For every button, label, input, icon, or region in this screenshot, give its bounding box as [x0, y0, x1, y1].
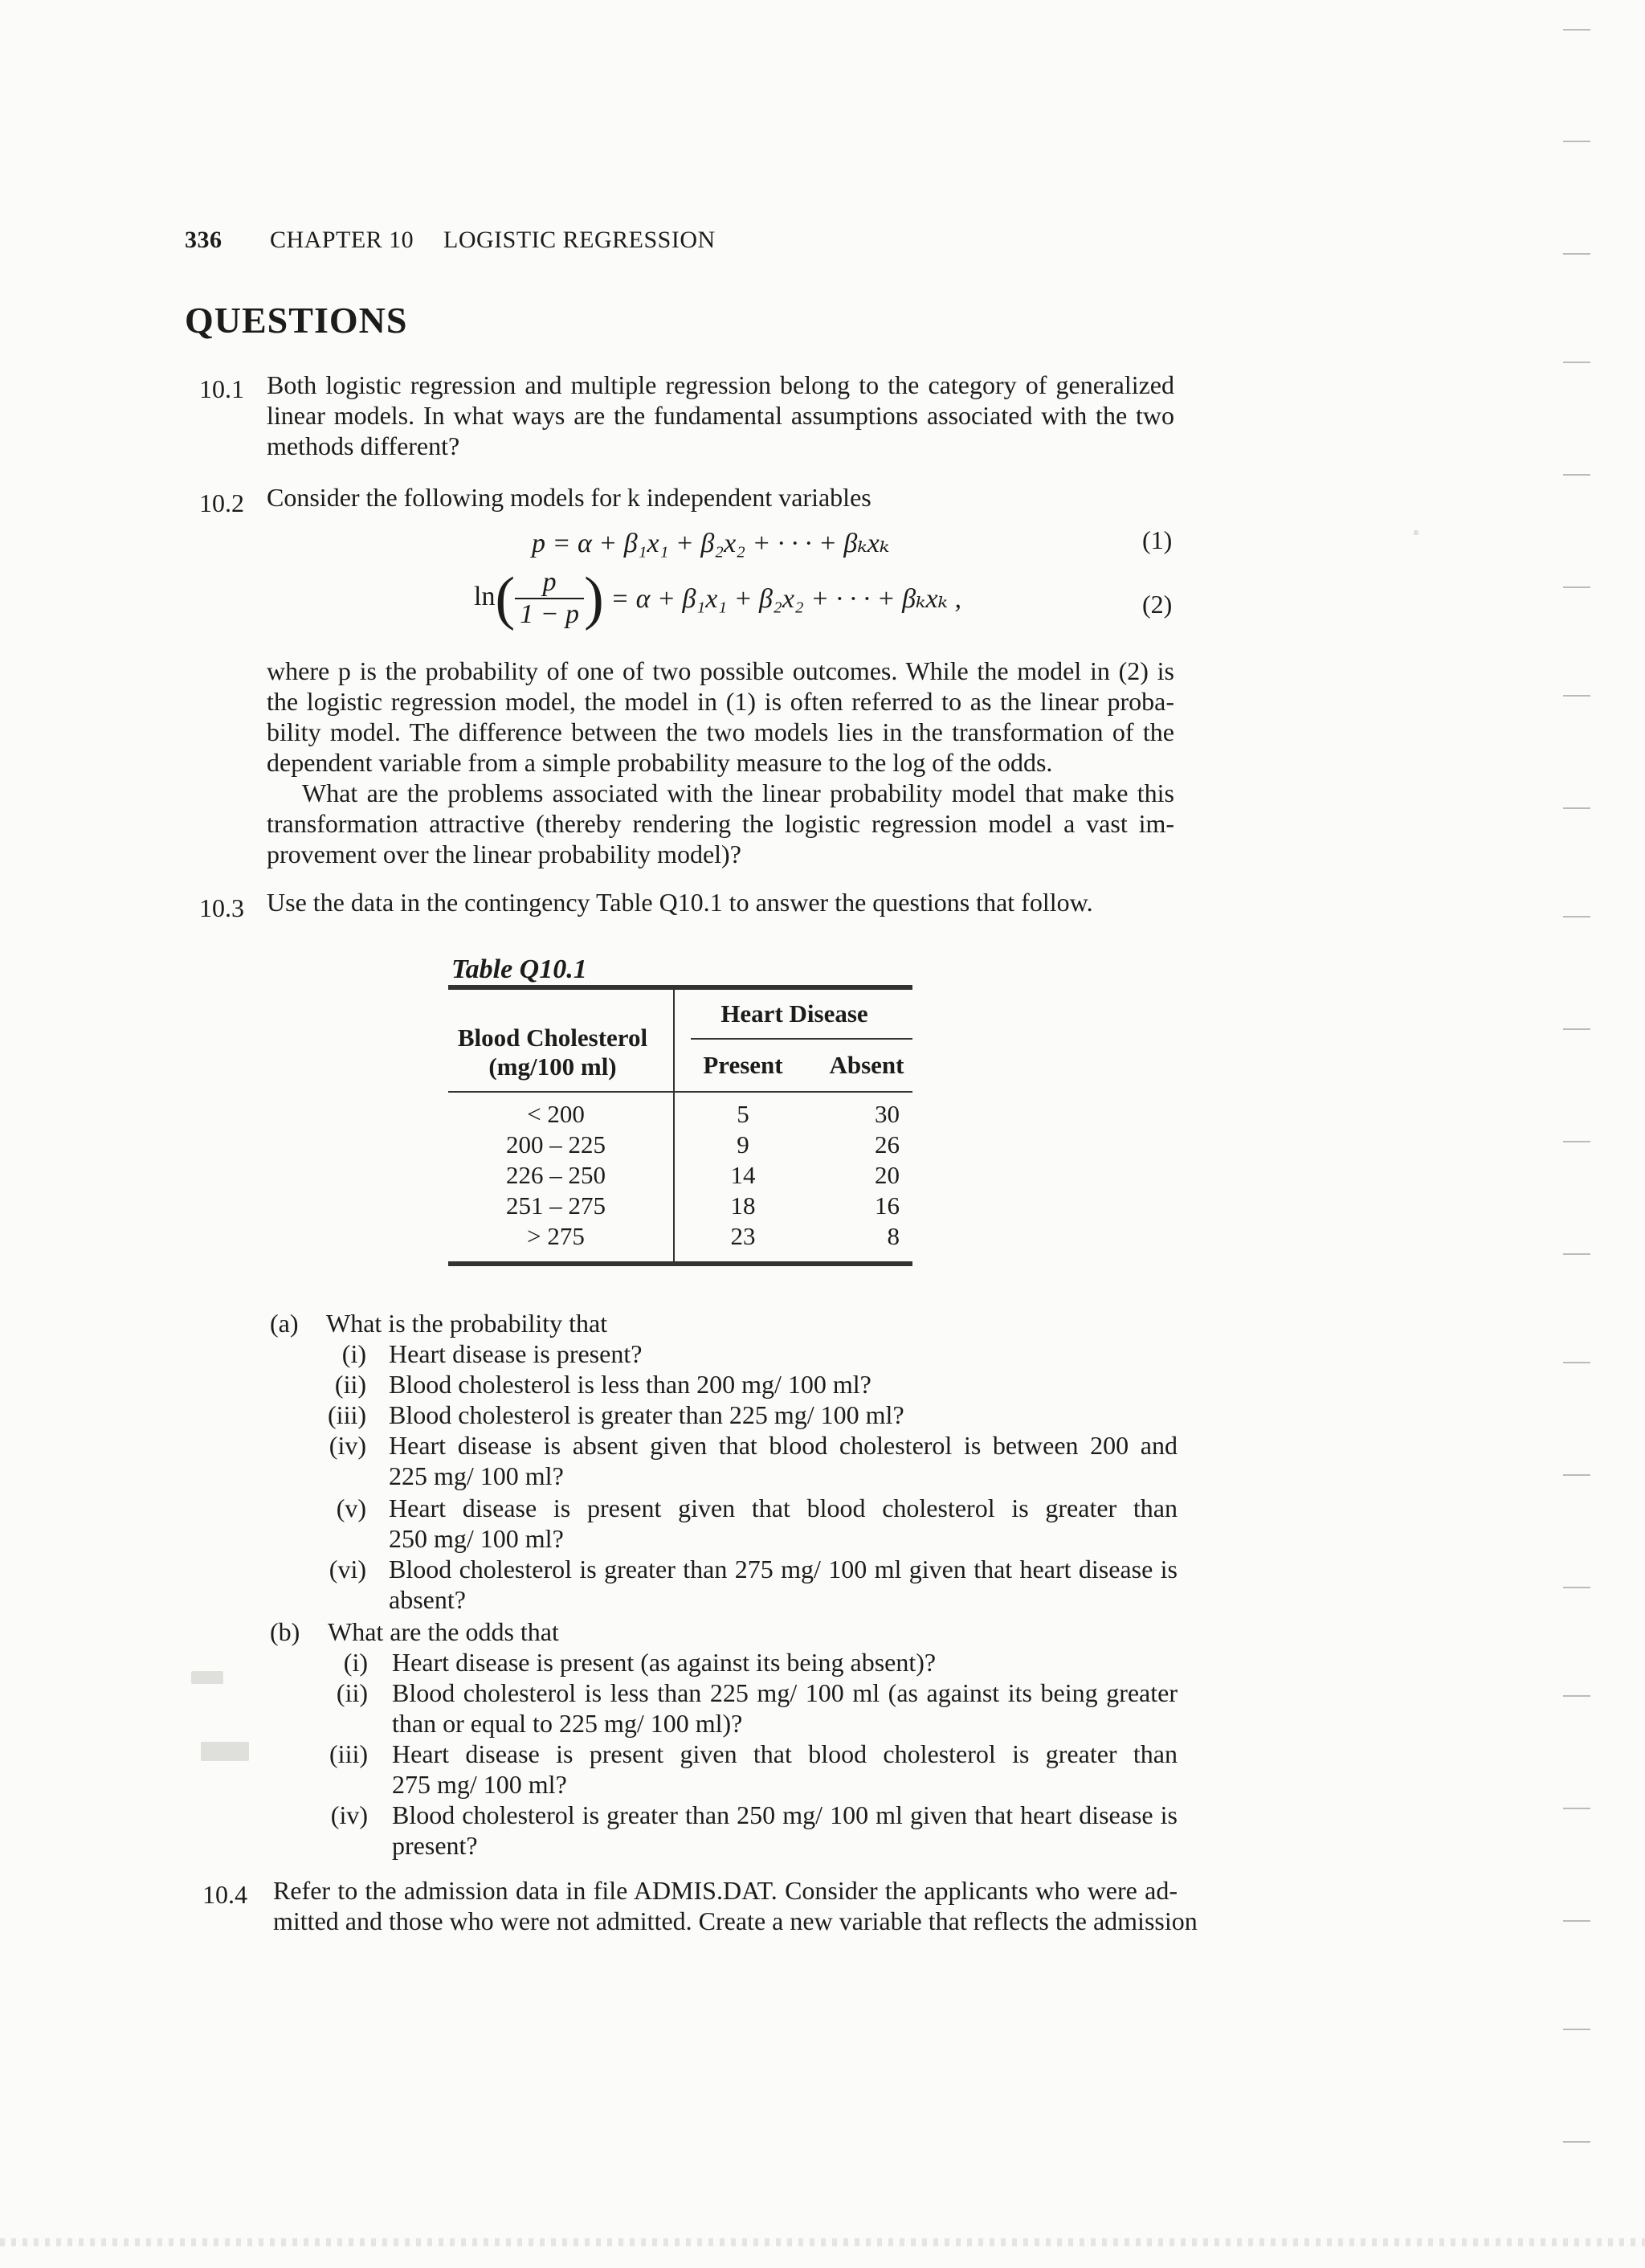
item-text	[389, 1493, 1178, 1554]
item-label: (iv)	[329, 1431, 366, 1460]
question-text	[267, 778, 1174, 869]
table-cell: 16	[875, 1191, 900, 1220]
table-rule-group	[691, 1038, 912, 1040]
item-label: (vi)	[329, 1555, 366, 1584]
table-cell: 23	[730, 1222, 756, 1250]
table-row-header: Blood Cholesterol	[457, 1024, 648, 1052]
question-number: 10.2	[199, 488, 244, 517]
table-rule-bottom	[448, 1261, 912, 1266]
text-line: What are the problems associated with the linear probability model that make this	[302, 778, 1174, 807]
scan-mark	[1563, 1028, 1590, 1030]
table-body-ranges	[448, 1099, 663, 1252]
scan-mark	[1563, 916, 1590, 917]
scan-mark	[1563, 1920, 1590, 1922]
scan-speck	[191, 1671, 223, 1684]
question-number: 10.1	[199, 374, 244, 403]
question-intro: Use the data in the contingency Table Q10.1 to answer the questions that follow.	[267, 888, 1093, 917]
ln-symbol: ln	[474, 581, 496, 611]
table-cell: 200 – 225	[506, 1130, 606, 1159]
table-cell: 20	[875, 1161, 900, 1189]
text-line: 275 mg/ 100 ml?	[392, 1770, 567, 1799]
column-header-present: Present	[703, 1051, 783, 1079]
text-line: absent?	[389, 1585, 466, 1614]
scan-mark	[1563, 141, 1590, 142]
table-cell: 18	[730, 1191, 756, 1220]
subquestion-label: (b)	[270, 1617, 300, 1646]
text-line: mitted and those who were not admitted. Create a new variable that reflects the admission	[273, 1906, 1198, 1935]
item-text: Blood cholesterol is greater than 225 mg/ 100 ml?	[389, 1400, 904, 1429]
table-row-header-unit: (mg/100 ml)	[488, 1052, 617, 1081]
fraction-denominator: 1 − p	[520, 599, 580, 629]
text-line: where p is the probability of one of two possible outcomes. While the model in (2) is	[267, 656, 1174, 685]
table-rule-top	[448, 985, 912, 990]
scan-mark	[1563, 1695, 1590, 1697]
text-line: bility model. The difference between the two models lies in the transformation of the	[267, 717, 1174, 746]
text-line: Blood cholesterol is less than 225 mg/ 100 ml (as against its being greater	[392, 1678, 1178, 1707]
text-line: present?	[392, 1831, 478, 1860]
text-line: Heart disease is present given that blood cholesterol is greater than	[392, 1739, 1178, 1768]
scan-speck	[1414, 530, 1418, 535]
scan-mark	[1563, 362, 1590, 363]
question-intro: Consider the following models for k independent variables	[267, 483, 871, 512]
table-caption: Table Q10.1	[451, 954, 587, 984]
table-cell: 14	[730, 1161, 756, 1189]
table-body-present	[699, 1099, 787, 1252]
text-line: linear models. In what ways are the fundamental assumptions associated with the two	[267, 401, 1174, 430]
scan-mark	[1563, 2141, 1590, 2143]
text-line: transformation attractive (thereby rendering the logistic regression model a vast im-	[267, 809, 1174, 838]
table-cell: 226 – 250	[506, 1161, 606, 1189]
scan-mark	[1563, 807, 1590, 809]
chapter-title: LOGISTIC REGRESSION	[443, 227, 716, 253]
scan-mark	[1563, 1474, 1590, 1476]
scan-mark	[1563, 695, 1590, 697]
equation-2-rhs: = α + β₁x₁ + β₂x₂ + · · · + βₖxₖ ,	[610, 584, 961, 614]
equation-2	[474, 567, 961, 630]
item-label: (i)	[341, 1339, 366, 1368]
scan-mark	[1563, 29, 1590, 31]
text-line: dependent variable from a simple probability measure to the log of the odds.	[267, 748, 1053, 777]
question-text	[267, 370, 1174, 461]
column-header-absent: Absent	[829, 1051, 904, 1079]
text-line: Blood cholesterol is greater than 250 mg/ 100 ml given that heart disease is	[392, 1800, 1178, 1829]
table-cell: 9	[737, 1130, 749, 1159]
item-text: Blood cholesterol is less than 200 mg/ 100 ml?	[389, 1370, 871, 1399]
scan-mark	[1563, 1253, 1590, 1255]
scan-mark	[1563, 1808, 1590, 1809]
item-text	[389, 1554, 1178, 1615]
paren-left: (	[495, 566, 516, 631]
scan-noise	[0, 2238, 1645, 2246]
chapter-label: CHAPTER 10	[270, 227, 414, 253]
table-cell: > 275	[527, 1222, 585, 1250]
scan-mark	[1563, 253, 1590, 255]
table-body-absent	[843, 1099, 900, 1252]
equation-number: (2)	[1142, 590, 1173, 619]
table-group-header: Heart Disease	[720, 999, 868, 1028]
item-label: (v)	[336, 1494, 366, 1522]
equation-1: p = α + β₁x₁ + β₂x₂ + · · · + βₖxₖ	[532, 529, 890, 558]
section-title: QUESTIONS	[185, 300, 408, 341]
subquestion-text: What are the odds that	[328, 1617, 559, 1646]
table-cell: < 200	[527, 1100, 585, 1128]
scan-mark	[1563, 1141, 1590, 1142]
scan-mark	[1563, 474, 1590, 476]
table-cell: 8	[887, 1222, 900, 1250]
subquestion-text: What is the probability that	[326, 1309, 608, 1338]
paren-right: )	[584, 566, 604, 631]
scan-mark	[1563, 1587, 1590, 1588]
item-text	[389, 1430, 1178, 1491]
item-label: (iv)	[330, 1800, 368, 1829]
item-label: (ii)	[334, 1370, 366, 1399]
item-text	[392, 1739, 1178, 1800]
scan-mark	[1563, 586, 1590, 588]
question-number: 10.3	[199, 893, 244, 922]
item-text	[392, 1678, 1178, 1739]
item-label: (ii)	[336, 1678, 368, 1707]
table-cell: 26	[875, 1130, 900, 1159]
text-line: Heart disease is present given that blood cholesterol is greater than	[389, 1494, 1178, 1522]
question-number: 10.4	[202, 1880, 247, 1909]
fraction	[515, 567, 584, 630]
item-text: Heart disease is present (as against its being absent)?	[392, 1648, 937, 1677]
text-line: methods different?	[267, 431, 460, 460]
item-text: Heart disease is present?	[389, 1339, 643, 1368]
subquestion-label: (a)	[270, 1309, 299, 1338]
item-label: (iii)	[329, 1739, 368, 1768]
table-divider	[673, 990, 675, 1265]
text-line: 225 mg/ 100 ml?	[389, 1461, 564, 1490]
table-rule-mid	[448, 1091, 912, 1093]
page-number: 336	[185, 227, 222, 253]
question-text	[273, 1875, 1198, 1936]
text-line: the logistic regression model, the model in (1) is often referred to as the linear proba-	[267, 687, 1174, 716]
text-line: 250 mg/ 100 ml?	[389, 1524, 564, 1553]
text-line: Heart disease is absent given that blood cholesterol is between 200 and	[389, 1431, 1178, 1460]
text-line: Refer to the admission data in file ADMIS.DAT. Consider the applicants who were ad-	[273, 1876, 1178, 1905]
table-cell: 30	[875, 1100, 900, 1128]
scan-mark	[1563, 2029, 1590, 2030]
question-text	[267, 656, 1174, 778]
item-label: (i)	[343, 1648, 368, 1677]
equation-number: (1)	[1142, 525, 1173, 554]
scan-speck	[201, 1742, 249, 1761]
text-line: than or equal to 225 mg/ 100 ml)?	[392, 1709, 743, 1738]
text-line: provement over the linear probability model)?	[267, 840, 741, 868]
item-label: (iii)	[328, 1400, 366, 1429]
table-cell: 251 – 275	[506, 1191, 606, 1220]
fraction-numerator: p	[515, 567, 584, 599]
text-line: Blood cholesterol is greater than 275 mg/ 100 ml given that heart disease is	[389, 1555, 1178, 1584]
scan-mark	[1563, 1362, 1590, 1363]
item-text	[392, 1800, 1178, 1861]
text-line: Both logistic regression and multiple regression belong to the category of generalized	[267, 370, 1174, 399]
table-cell: 5	[737, 1100, 749, 1128]
